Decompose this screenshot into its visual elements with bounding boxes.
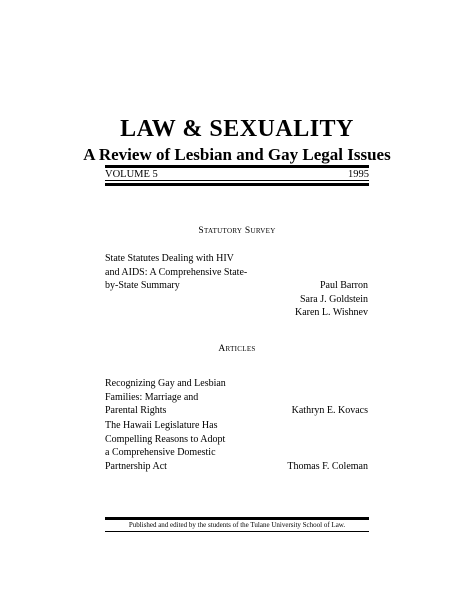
volume-year: 1995	[348, 169, 369, 180]
footer-rule-bottom	[105, 531, 369, 532]
journal-title: LAW & SEXUALITY	[120, 116, 354, 142]
toc-entry-title-line: State Statutes Dealing with HIV	[105, 253, 234, 264]
author-name: Paul Barron	[319, 280, 368, 291]
toc-entry-title-line: Compelling Reasons to Adopt	[105, 433, 226, 445]
toc-entry-title-line: Parental Rights	[105, 405, 167, 416]
author-name: Thomas F. Coleman	[287, 461, 368, 472]
footer-note: Published and edited by the students of the Tulane University School of Law.	[128, 521, 346, 529]
toc-entry-title-line: Recognizing Gay and Lesbian	[105, 378, 226, 389]
author-name: Kathryn E. Kovacs	[291, 405, 368, 416]
volume-row	[105, 169, 369, 180]
toc-entry-title-line: Partnership Act	[105, 460, 167, 472]
volume-label: VOLUME 5	[105, 169, 158, 180]
header-rule-bottom-2	[105, 183, 369, 186]
author-name: Sara J. Goldstein	[299, 293, 368, 305]
section-heading-articles: Articles	[218, 344, 256, 354]
toc-entry-title-line: a Comprehensive Domestic	[105, 447, 216, 458]
toc-entry-title-line: Families: Marriage and	[105, 391, 199, 403]
footer-rule-top	[105, 517, 369, 520]
section-heading-statutory-survey: Statutory Survey	[198, 226, 276, 236]
toc-entry-title-line: by-State Summary	[105, 280, 180, 291]
journal-subtitle: A Review of Lesbian and Gay Legal Issues	[83, 145, 391, 164]
author-name: Karen L. Wishnev	[294, 307, 368, 318]
toc-entry-title-line: and AIDS: A Comprehensive State-	[105, 266, 248, 278]
header-rule-top	[105, 165, 369, 168]
header-rule-bottom-1	[105, 180, 369, 181]
toc-entry-authors	[248, 460, 368, 474]
toc-entry-authors	[248, 279, 368, 320]
toc-entry-title-line: The Hawaii Legislature Has	[105, 420, 218, 431]
toc-entry-authors	[248, 404, 368, 418]
